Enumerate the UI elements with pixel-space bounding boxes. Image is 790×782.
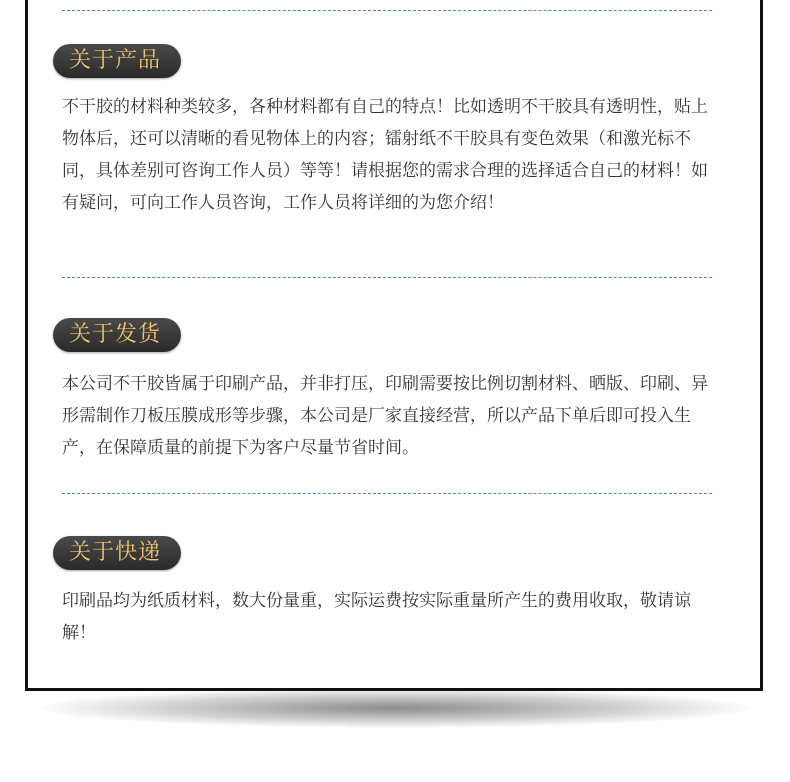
card-shadow xyxy=(40,688,750,728)
section-title-badge-express xyxy=(53,536,181,570)
section-body-express: 印刷品均为纸质材料，数大份量重，实际运费按实际重量所产生的费用收取，敬请谅解！ xyxy=(62,591,691,643)
section-title-badge-shipping xyxy=(53,318,181,352)
section-divider xyxy=(62,277,712,278)
section-title-product: 关于产品 xyxy=(69,48,162,73)
section-divider xyxy=(62,10,712,11)
section-title-badge-product xyxy=(53,44,181,78)
section-body-product: 不干胶的材料种类较多，各种材料都有自己的特点！比如透明不干胶具有透明性，贴上物体后，还可以清晰的看见物体上的内容；镭射纸不干胶具有变色效果（和激光标不同，具体差别可咨询工作人员）等等！请根据您的需求合理的选择适合自己的材料！如有疑问，可向工作人员咨询，工作人员将详细的为您介绍！ xyxy=(62,97,708,213)
section-title-shipping: 关于发货 xyxy=(69,322,162,347)
section-divider xyxy=(62,493,712,494)
section-title-express: 关于快递 xyxy=(69,540,162,565)
section-body-shipping: 本公司不干胶皆属于印刷产品，并非打压，印刷需要按比例切割材料、晒版、印刷、异形需制作刀板压膜成形等步骤，本公司是厂家直接经营，所以产品下单后即可投入生产，在保障质量的前提下为客户尽量节省时间。 xyxy=(62,374,708,458)
